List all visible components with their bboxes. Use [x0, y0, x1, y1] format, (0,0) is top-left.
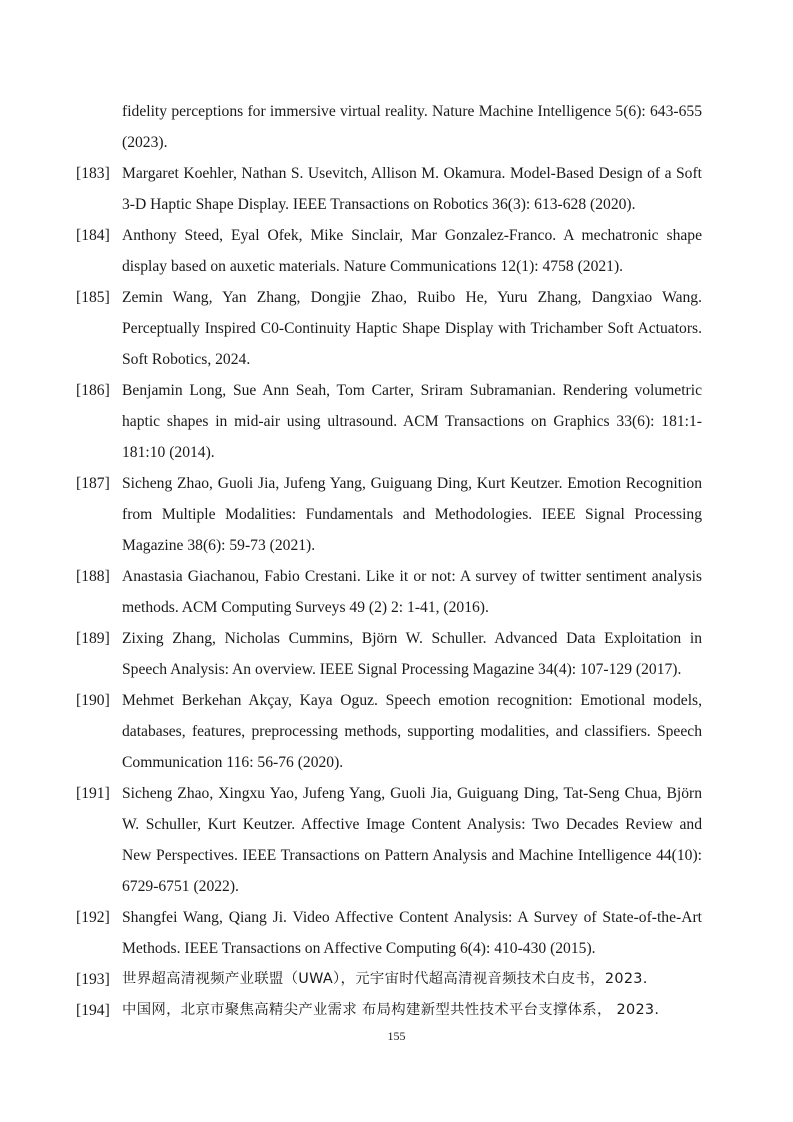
reference-number: [190]	[76, 692, 110, 709]
reference-text: Margaret Koehler, Nathan S. Usevitch, Allison M. Okamura. Model-Based Design of a Soft 3-D Haptic Shape Display. IEEE Transactions on Robotics 36(3): 613-628 (2020).	[122, 165, 702, 213]
reference-text: Sicheng Zhao, Xingxu Yao, Jufeng Yang, Guoli Jia, Guiguang Ding, Tat-Seng Chua, Björn W. Schuller, Kurt Keutzer. Affective Image Content Analysis: Two Decades Review and New Perspectives. IEEE Transactions on Pattern Analysis and Machine Intelligence 44(10): 6729-6751 (2022).	[122, 785, 702, 895]
reference-number: [194]	[76, 1002, 110, 1019]
reference-186	[76, 375, 702, 468]
reference-list	[76, 96, 702, 1026]
reference-191	[76, 778, 702, 902]
reference-190	[76, 685, 702, 778]
reference-number: [184]	[76, 227, 110, 244]
reference-number: [183]	[76, 165, 110, 182]
reference-187	[76, 468, 702, 561]
page-number: 155	[387, 1029, 406, 1043]
reference-number: [188]	[76, 568, 110, 585]
reference-text: Anastasia Giachanou, Fabio Crestani. Like it or not: A survey of twitter sentiment analysis methods. ACM Computing Surveys 49 (2) 2: 1-41, (2016).	[122, 568, 702, 616]
reference-number: [191]	[76, 785, 110, 802]
reference-193	[76, 964, 702, 995]
reference-text: Benjamin Long, Sue Ann Seah, Tom Carter, Sriram Subramanian. Rendering volumetric haptic shapes in mid-air using ultrasound. ACM Transactions on Graphics 33(6): 181:1-181:10 (2014).	[122, 382, 702, 461]
reference-184	[76, 220, 702, 282]
reference-continued	[76, 96, 702, 158]
reference-text: Zixing Zhang, Nicholas Cummins, Björn W. Schuller. Advanced Data Exploitation in Speech Analysis: An overview. IEEE Signal Processing Magazine 34(4): 107-129 (2017).	[122, 630, 702, 678]
reference-188	[76, 561, 702, 623]
reference-189	[76, 623, 702, 685]
reference-text: 中国网，北京市聚焦高精尖产业需求 布局构建新型共性技术平台支撑体系， 2023.	[122, 1002, 660, 1018]
reference-number: [192]	[76, 909, 110, 926]
reference-text: Shangfei Wang, Qiang Ji. Video Affective Content Analysis: A Survey of State-of-the-Art Methods. IEEE Transactions on Affective Computing 6(4): 410-430 (2015).	[122, 909, 702, 957]
reference-text: fidelity perceptions for immersive virtual reality. Nature Machine Intelligence 5(6): 643-655 (2023).	[122, 103, 702, 151]
reference-number: [185]	[76, 289, 110, 306]
reference-192	[76, 902, 702, 964]
reference-number: [187]	[76, 475, 110, 492]
reference-text: Sicheng Zhao, Guoli Jia, Jufeng Yang, Guiguang Ding, Kurt Keutzer. Emotion Recognition from Multiple Modalities: Fundamentals and Methodologies. IEEE Signal Processing Magazine 38(6): 59-73 (2021).	[122, 475, 702, 554]
reference-194	[76, 995, 702, 1026]
reference-text: 世界超高清视频产业联盟（UWA），元宇宙时代超高清视音频技术白皮书，2023.	[122, 971, 648, 987]
reference-number: [186]	[76, 382, 110, 399]
reference-number: [189]	[76, 630, 110, 647]
reference-183	[76, 158, 702, 220]
reference-185	[76, 282, 702, 375]
reference-text: Zemin Wang, Yan Zhang, Dongjie Zhao, Ruibo He, Yuru Zhang, Dangxiao Wang. Perceptually Inspired C0-Continuity Haptic Shape Display with Trichamber Soft Actuators. Soft Robotics, 2024.	[122, 289, 702, 368]
reference-text: Anthony Steed, Eyal Ofek, Mike Sinclair, Mar Gonzalez-Franco. A mechatronic shape display based on auxetic materials. Nature Communications 12(1): 4758 (2021).	[122, 227, 702, 275]
reference-number: [193]	[76, 971, 110, 988]
reference-text: Mehmet Berkehan Akçay, Kaya Oguz. Speech emotion recognition: Emotional models, databases, features, preprocessing methods, supporting modalities, and classifiers. Speech Communication 116: 56-76 (2020).	[122, 692, 702, 771]
